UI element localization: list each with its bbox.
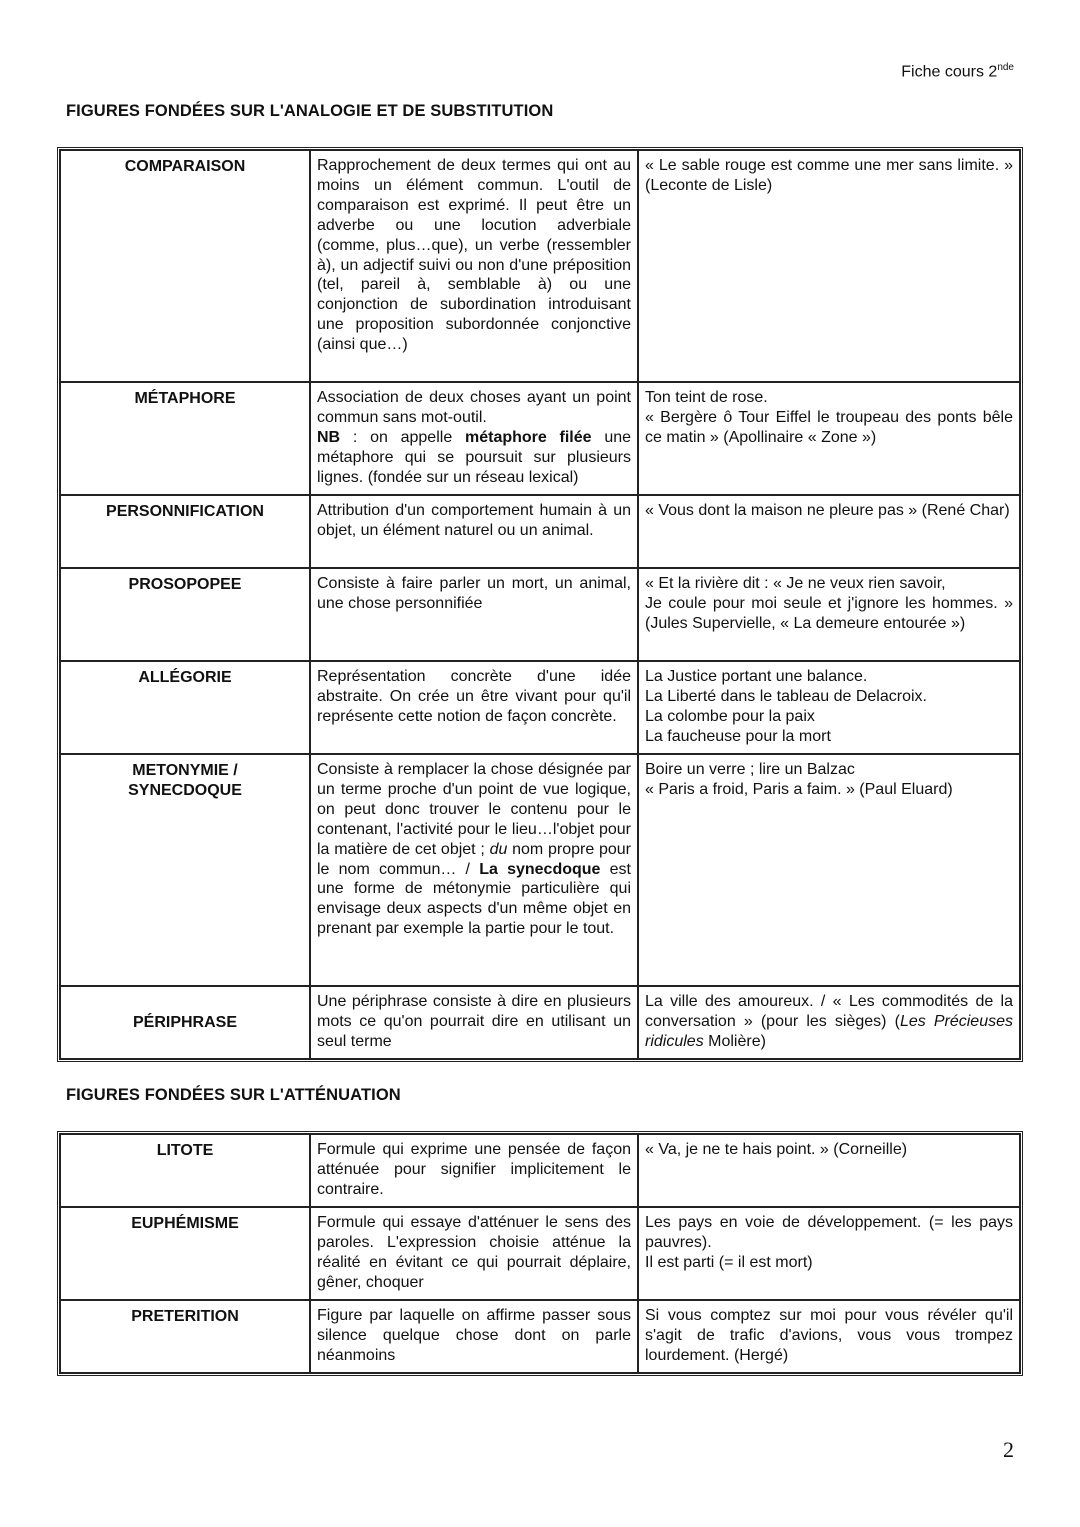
definition-cell: Une périphrase consiste à dire en plusieurs mots ce qu'on pourrait dire en utilisant un seul terme — [310, 986, 638, 1059]
definition-text: Association de deux choses ayant un point commun sans mot-outil. — [317, 389, 631, 426]
example-cell: « Va, je ne te hais point. » (Corneille) — [638, 1134, 1020, 1207]
section-title-analogie: FIGURES FONDÉES SUR L'ANALOGIE ET DE SUBSTITUTION — [66, 102, 554, 120]
example-cell: « Le sable rouge est comme une mer sans limite. » (Leconte de Lisle) — [638, 150, 1020, 382]
table-row — [60, 382, 1020, 495]
definition-cell: Représentation concrète d'une idée abstraite. On crée un être vivant pour qu'il représente cette notion de façon concrète. — [310, 661, 638, 754]
example-cell: « Et la rivière dit : « Je ne veux rien savoir, Je coule pour moi seule et j'ignore les hommes. » (Jules Supervielle, « La demeure entourée ») — [638, 568, 1020, 661]
term-cell: COMPARAISON — [60, 150, 310, 382]
example-cell: Si vous comptez sur moi pour vous révéler qu'il s'agit de trafic d'avions, vous vous trompez lourdement. (Hergé) — [638, 1300, 1020, 1373]
header-superscript: nde — [997, 62, 1014, 73]
example-cell: Les pays en voie de développement. (= les pays pauvres). Il est parti (= il est mort) — [638, 1207, 1020, 1300]
table-row — [60, 1207, 1020, 1300]
table-row — [60, 495, 1020, 568]
figures-analogie-table — [57, 147, 1023, 1062]
nb-text: : on appelle — [340, 428, 465, 446]
definition-text: Consiste à remplacer la chose désignée par un terme proche d'un point de vue logique, on peut donc trouver le contenu pour le contenant, l'activité pour le lieu…l'objet pour la matière de cet objet ; — [317, 761, 631, 858]
term-cell: EUPHÉMISME — [60, 1207, 310, 1300]
header-course-label: Fiche cours 2nde — [901, 62, 1014, 81]
term-cell: PÉRIPHRASE — [60, 986, 310, 1059]
term-cell: PRETERITION — [60, 1300, 310, 1373]
example-text: La ville des amoureux. / « Les commodités de la conversation » (pour les sièges) ( — [645, 993, 1013, 1030]
definition-cell: Formule qui exprime une pensée de façon atténuée pour signifier implicitement le contraire. — [310, 1134, 638, 1207]
synecdoque-term: La synecdoque — [479, 860, 601, 878]
example-cell: « Vous dont la maison ne pleure pas » (René Char) — [638, 495, 1020, 568]
page-number: 2 — [1003, 1437, 1014, 1462]
definition-cell: Formule qui essaye d'atténuer le sens des paroles. L'expression choisie atténue la réalité en évitant ce qui pourrait déplaire, gêner, choquer — [310, 1207, 638, 1300]
table-row — [60, 1300, 1020, 1373]
definition-cell — [310, 754, 638, 986]
term-cell: MÉTAPHORE — [60, 382, 310, 495]
definition-cell: Consiste à faire parler un mort, un animal, une chose personnifiée — [310, 568, 638, 661]
term-cell: PERSONNIFICATION — [60, 495, 310, 568]
table-row — [60, 754, 1020, 986]
example-cell: Boire un verre ; lire un Balzac « Paris a froid, Paris a faim. » (Paul Eluard) — [638, 754, 1020, 986]
example-cell: La Justice portant une balance. La Liberté dans le tableau de Delacroix. La colombe pour la paix La faucheuse pour la mort — [638, 661, 1020, 754]
table-row — [60, 150, 1020, 382]
term-cell: METONYMIE / SYNECDOQUE — [60, 754, 310, 986]
definition-cell: Rapprochement de deux termes qui ont au moins un élément commun. L'outil de comparaison est exprimé. Il peut être un adverbe ou une locution adverbiale (comme, plus…que), un verbe (ressembler à), un adjectif suivi ou non d'une préposition (tel, pareil à, semblable à) ou une conjonction de subordination introduisant une proposition subordonnée conjonctive (ainsi que…) — [310, 150, 638, 382]
nb-label: NB — [317, 428, 341, 446]
example-text-end: Molière) — [703, 1032, 766, 1050]
definition-text-cont: nom propre pour le nom commun… / — [317, 840, 631, 878]
term-cell: PROSOPOPEE — [60, 568, 310, 661]
table-row — [60, 568, 1020, 661]
table-row — [60, 1134, 1020, 1207]
term-cell: ALLÉGORIE — [60, 661, 310, 754]
term-cell: LITOTE — [60, 1134, 310, 1207]
nb-text-end: une métaphore qui se poursuit sur plusieurs lignes. (fondée sur un réseau lexical) — [317, 428, 632, 486]
example-cell: Ton teint de rose. « Bergère ô Tour Eiffel le troupeau des ponts bêle ce matin » (Apollinaire « Zone ») — [638, 382, 1020, 495]
definition-text-end: est une forme de métonymie particulière qui envisage deux aspects d'un même objet en prenant par exemple la partie pour le tout. — [317, 860, 632, 938]
definition-cell — [310, 382, 638, 495]
definition-cell: Attribution d'un comportement humain à un objet, un élément naturel ou un animal. — [310, 495, 638, 568]
table-row — [60, 661, 1020, 754]
nb-term: métaphore filée — [464, 428, 592, 446]
section-title-attenuation: FIGURES FONDÉES SUR L'ATTÉNUATION — [66, 1086, 401, 1104]
example-cell — [638, 986, 1020, 1059]
table-row — [60, 986, 1020, 1059]
example-italic-title: Les Précieuses ridicules — [645, 1012, 1014, 1050]
figures-attenuation-table — [57, 1131, 1023, 1376]
definition-cell: Figure par laquelle on affirme passer sous silence quelque chose dont on parle néanmoins — [310, 1300, 638, 1373]
definition-italic: du — [489, 840, 508, 858]
